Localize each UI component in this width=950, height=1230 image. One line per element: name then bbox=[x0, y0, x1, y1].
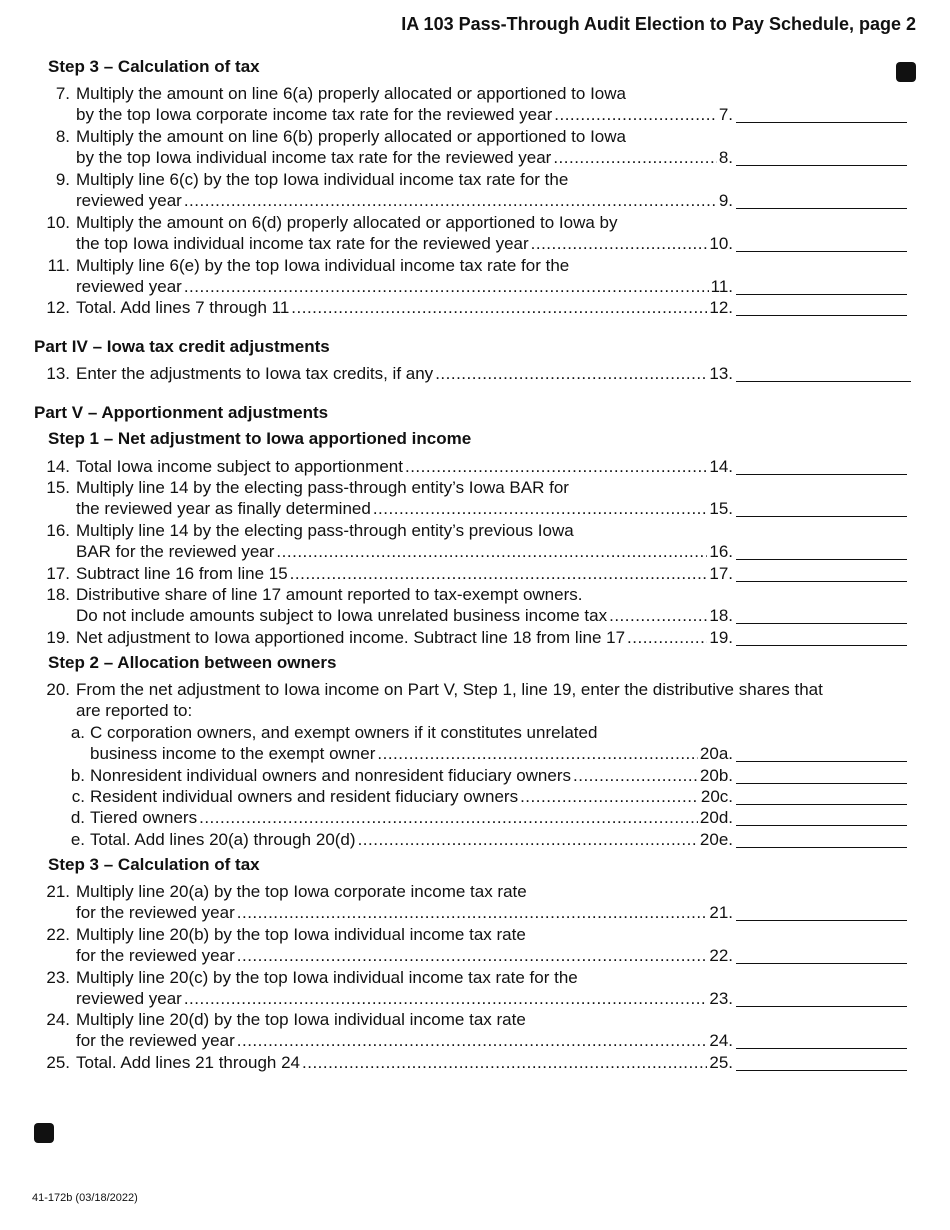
form-id: 41-172b (03/18/2022) bbox=[32, 1192, 138, 1204]
line-number: 23. bbox=[46, 968, 70, 987]
line-24-text: for the reviewed year bbox=[76, 1031, 235, 1050]
line-21 bbox=[76, 902, 733, 924]
line-10-ref: 10. bbox=[709, 234, 733, 253]
line-13-text: Enter the adjustments to Iowa tax credits, if any bbox=[76, 364, 434, 383]
line-9-text: reviewed year bbox=[76, 191, 182, 210]
line-20d-text: Tiered owners bbox=[90, 808, 198, 827]
line-19 bbox=[76, 627, 733, 649]
line-number: 17. bbox=[46, 564, 70, 583]
line-9-ref: 9. bbox=[718, 191, 733, 210]
line-19-ref: 19. bbox=[709, 628, 733, 647]
line-13 bbox=[76, 363, 733, 385]
leader-dots bbox=[291, 297, 707, 319]
line-20-text: are reported to: bbox=[76, 701, 193, 720]
line-number: 25. bbox=[46, 1053, 70, 1072]
line-12-ref: 12. bbox=[709, 298, 733, 317]
line-text: Multiply line 20(b) by the top Iowa individual income tax rate bbox=[76, 925, 526, 944]
line-number: 21. bbox=[46, 882, 70, 901]
line-text: Multiply line 6(c) by the top Iowa individual income tax rate for the bbox=[76, 170, 569, 189]
sub-letter: c. bbox=[71, 787, 85, 806]
leader-dots bbox=[531, 233, 708, 255]
line-10 bbox=[76, 233, 733, 255]
line-21-amount-field[interactable] bbox=[736, 902, 907, 921]
line-8 bbox=[76, 147, 733, 169]
line-18-amount-field[interactable] bbox=[736, 605, 907, 624]
line-19-text: Net adjustment to Iowa apportioned income. Subtract line 18 from line 17 bbox=[76, 628, 626, 647]
line-17-text: Subtract line 16 from line 15 bbox=[76, 564, 288, 583]
line-21-text: for the reviewed year bbox=[76, 903, 235, 922]
line-text: Multiply the amount on 6(d) properly allocated or apportioned to Iowa by bbox=[76, 213, 618, 232]
line-15-amount-field[interactable] bbox=[736, 498, 907, 517]
line-10-text: the top Iowa individual income tax rate for the reviewed year bbox=[76, 234, 529, 253]
line-number: 20. bbox=[46, 680, 70, 699]
line-20e-ref: 20e. bbox=[699, 830, 733, 849]
line-14-amount-field[interactable] bbox=[736, 456, 907, 475]
leader-dots bbox=[377, 743, 698, 765]
line-text: Multiply line 20(d) by the top Iowa individual income tax rate bbox=[76, 1010, 526, 1029]
step3-heading: Step 3 – Calculation of tax bbox=[48, 57, 260, 76]
leader-dots bbox=[358, 829, 698, 851]
line-13-amount-field[interactable] bbox=[736, 363, 911, 382]
line-20-text: From the net adjustment to Iowa income on Part V, Step 1, line 19, enter the distributive shares that bbox=[76, 680, 823, 699]
line-20e-text: Total. Add lines 20(a) through 20(d) bbox=[90, 830, 356, 849]
line-20b-ref: 20b. bbox=[699, 766, 733, 785]
line-12 bbox=[76, 297, 733, 319]
line-24-amount-field[interactable] bbox=[736, 1030, 907, 1049]
step2-heading: Step 2 – Allocation between owners bbox=[48, 653, 337, 672]
line-number: 8. bbox=[55, 127, 70, 146]
line-9-amount-field[interactable] bbox=[736, 190, 907, 209]
line-text: Multiply line 6(e) by the top Iowa individual income tax rate for the bbox=[76, 256, 570, 275]
line-number: 10. bbox=[46, 213, 70, 232]
leader-dots bbox=[554, 104, 717, 126]
line-number: 15. bbox=[46, 478, 70, 497]
line-8-ref: 8. bbox=[718, 148, 733, 167]
line-22 bbox=[76, 945, 733, 967]
line-number: 19. bbox=[46, 628, 70, 647]
line-24 bbox=[76, 1030, 733, 1052]
line-11 bbox=[76, 276, 733, 298]
line-7 bbox=[76, 104, 733, 126]
line-14-ref: 14. bbox=[709, 457, 733, 476]
page-title: IA 103 Pass-Through Audit Election to Pay Schedule, page 2 bbox=[401, 14, 916, 34]
line-10-amount-field[interactable] bbox=[736, 233, 907, 252]
line-text: Multiply line 20(a) by the top Iowa corporate income tax rate bbox=[76, 882, 527, 901]
line-16 bbox=[76, 541, 733, 563]
line-23-amount-field[interactable] bbox=[736, 988, 907, 1007]
line-20a-ref: 20a. bbox=[699, 744, 733, 763]
line-20a-amount-field[interactable] bbox=[736, 743, 907, 762]
line-text: Multiply line 14 by the electing pass-through entity’s previous Iowa bbox=[76, 521, 574, 540]
line-24-ref: 24. bbox=[709, 1031, 733, 1050]
leader-dots bbox=[290, 563, 708, 585]
line-20d-amount-field[interactable] bbox=[736, 807, 907, 826]
line-20d bbox=[90, 807, 733, 829]
line-14 bbox=[76, 456, 733, 478]
line-number: 18. bbox=[46, 585, 70, 604]
line-17-amount-field[interactable] bbox=[736, 563, 907, 582]
line-20e bbox=[90, 829, 733, 851]
line-13-ref: 13. bbox=[709, 364, 733, 383]
line-16-text: BAR for the reviewed year bbox=[76, 542, 275, 561]
leader-dots bbox=[435, 363, 707, 385]
leader-dots bbox=[609, 605, 707, 627]
line-15-text: the reviewed year as finally determined bbox=[76, 499, 371, 518]
part4-heading: Part IV – Iowa tax credit adjustments bbox=[34, 337, 330, 356]
line-20c-ref: 20c. bbox=[700, 787, 733, 806]
line-8-amount-field[interactable] bbox=[736, 147, 907, 166]
line-number: 12. bbox=[46, 298, 70, 317]
leader-dots bbox=[302, 1052, 707, 1074]
line-20d-ref: 20d. bbox=[699, 808, 733, 827]
line-12-amount-field[interactable] bbox=[736, 297, 907, 316]
line-25-ref: 25. bbox=[709, 1053, 733, 1072]
line-number: 9. bbox=[55, 170, 70, 189]
leader-dots bbox=[199, 807, 698, 829]
line-number: 24. bbox=[46, 1010, 70, 1029]
line-17 bbox=[76, 563, 733, 585]
line-25-amount-field[interactable] bbox=[736, 1052, 907, 1071]
line-21-ref: 21. bbox=[709, 903, 733, 922]
line-11-ref: 11. bbox=[710, 277, 733, 296]
leader-dots bbox=[237, 1030, 708, 1052]
line-text: Multiply the amount on line 6(b) properly allocated or apportioned to Iowa bbox=[76, 127, 626, 146]
line-23-ref: 23. bbox=[709, 989, 733, 1008]
line-9 bbox=[76, 190, 733, 212]
line-number: 16. bbox=[46, 521, 70, 540]
leader-dots bbox=[373, 498, 708, 520]
line-20a bbox=[90, 743, 733, 765]
leader-dots bbox=[237, 945, 708, 967]
line-8-text: by the top Iowa individual income tax rate for the reviewed year bbox=[76, 148, 552, 167]
line-22-amount-field[interactable] bbox=[736, 945, 907, 964]
line-number: 11. bbox=[47, 256, 70, 275]
line-15-ref: 15. bbox=[709, 499, 733, 518]
line-12-text: Total. Add lines 7 through 11 bbox=[76, 298, 290, 317]
line-number: 7. bbox=[55, 84, 70, 103]
line-18-ref: 18. bbox=[709, 606, 733, 625]
line-number: 22. bbox=[46, 925, 70, 944]
line-text: Distributive share of line 17 amount reported to tax-exempt owners. bbox=[76, 585, 583, 604]
sub-letter: e. bbox=[70, 830, 85, 849]
line-25-text: Total. Add lines 21 through 24 bbox=[76, 1053, 300, 1072]
line-text: Multiply line 14 by the electing pass-through entity’s Iowa BAR for bbox=[76, 478, 569, 497]
line-20a-text: business income to the exempt owner bbox=[90, 744, 376, 763]
line-16-amount-field[interactable] bbox=[736, 541, 907, 560]
step3-heading: Step 3 – Calculation of tax bbox=[48, 855, 260, 874]
leader-dots bbox=[276, 541, 707, 563]
leader-dots bbox=[237, 902, 708, 924]
line-7-amount-field[interactable] bbox=[736, 104, 907, 123]
line-number: 14. bbox=[46, 457, 70, 476]
leader-dots bbox=[520, 786, 699, 808]
line-7-text: by the top Iowa corporate income tax rate for the reviewed year bbox=[76, 105, 553, 124]
line-20b-amount-field[interactable] bbox=[736, 765, 907, 784]
line-20c bbox=[90, 786, 733, 808]
line-text: Multiply line 20(c) by the top Iowa individual income tax rate for the bbox=[76, 968, 578, 987]
line-18-text: Do not include amounts subject to Iowa unrelated business income tax bbox=[76, 606, 608, 625]
line-20c-text: Resident individual owners and resident fiduciary owners bbox=[90, 787, 519, 806]
line-25 bbox=[76, 1052, 733, 1074]
line-20c-amount-field[interactable] bbox=[736, 786, 907, 805]
line-14-text: Total Iowa income subject to apportionment bbox=[76, 457, 403, 476]
line-7-ref: 7. bbox=[718, 105, 733, 124]
step1-heading: Step 1 – Net adjustment to Iowa apportioned income bbox=[48, 429, 472, 448]
line-23-text: reviewed year bbox=[76, 989, 182, 1008]
line-text: C corporation owners, and exempt owners if it constitutes unrelated bbox=[90, 723, 598, 742]
leader-dots bbox=[553, 147, 717, 169]
leader-dots bbox=[627, 627, 707, 649]
line-20e-amount-field[interactable] bbox=[736, 829, 907, 848]
line-23 bbox=[76, 988, 733, 1010]
sub-letter: b. bbox=[70, 766, 85, 785]
line-11-text: reviewed year bbox=[76, 277, 182, 296]
line-20b bbox=[90, 765, 733, 787]
line-22-ref: 22. bbox=[709, 946, 733, 965]
line-19-amount-field[interactable] bbox=[736, 627, 907, 646]
line-20b-text: Nonresident individual owners and nonresident fiduciary owners bbox=[90, 766, 571, 785]
part5-heading: Part V – Apportionment adjustments bbox=[34, 403, 329, 422]
line-15 bbox=[76, 498, 733, 520]
line-17-ref: 17. bbox=[709, 564, 733, 583]
sub-letter: a. bbox=[70, 723, 85, 742]
line-text: Multiply the amount on line 6(a) properly allocated or apportioned to Iowa bbox=[76, 84, 626, 103]
leader-dots bbox=[184, 276, 709, 298]
line-22-text: for the reviewed year bbox=[76, 946, 235, 965]
line-11-amount-field[interactable] bbox=[736, 276, 907, 295]
leader-dots bbox=[405, 456, 707, 478]
leader-dots bbox=[184, 988, 708, 1010]
line-number: 13. bbox=[46, 364, 70, 383]
leader-dots bbox=[573, 765, 698, 787]
line-18 bbox=[76, 605, 733, 627]
sub-letter: d. bbox=[70, 808, 85, 827]
line-16-ref: 16. bbox=[709, 542, 733, 561]
leader-dots bbox=[184, 190, 717, 212]
